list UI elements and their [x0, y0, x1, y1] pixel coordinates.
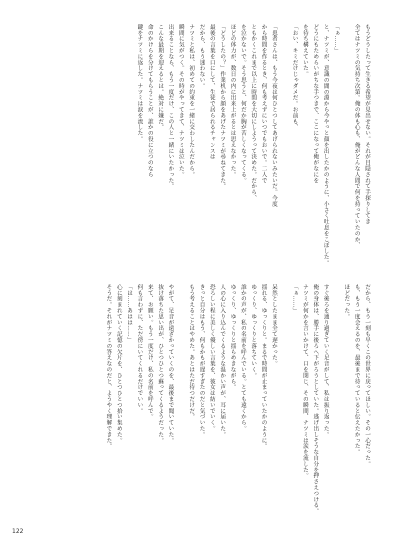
- lower-text-line: 心に刻まれていく記憶の欠片を、ひとつひとつ拾い集めた。: [115, 284, 122, 444]
- lower-text-line: ナツミが何かを言いかけて、口を閉じ、その瞬間、ナツミは涙を流した。: [301, 284, 308, 479]
- upper-text-line: 鍵をナツミに返した。ナツミは涙を流した。: [136, 24, 143, 142]
- page-number: 122: [12, 528, 24, 535]
- upper-text-line: から時間を作るとき、何も考えずにいつでもおいで。二人で: [260, 24, 267, 184]
- upper-text-line: ナツミと私は、初めての約束を一緒に交わしたんだから。: [188, 24, 195, 178]
- lower-text-line: 「は……あはは……」: [126, 284, 133, 343]
- lower-text-line: 呆然としたまま全て遅かった。: [270, 284, 277, 367]
- lower-text-line: きっと自分はもう、何もかもが遅すぎたのだと気づいた。: [198, 284, 205, 438]
- upper-text-line: 最後の言葉を口にして、生徒で居られるチャンスは: [208, 24, 215, 160]
- lower-text-line: [279, 284, 289, 528]
- lower-text-line: 恐ろしい程に美しく優しい言葉を、彼女は紡いでいく。: [208, 284, 215, 432]
- lower-text-line: 揺れる、ゆっくりと。まるで時間が止まっていたかのように。: [260, 284, 267, 450]
- lower-text-line: も、もう一度会えるのを、最後まで待っていると伝えたかった。: [353, 284, 360, 456]
- upper-text-line: 「ぁ……」: [332, 24, 339, 54]
- upper-text-line: こんな最期を迎えるとは。絶対に嫌だ。: [157, 24, 164, 131]
- lower-text-line: やがて、足音が遠ざかっていくのを、最後まで聞いていた。: [167, 284, 174, 444]
- lower-text-line: すぐ後ろを通り過ぎていく足音がして、私は振り返った。: [322, 284, 329, 438]
- lower-text-line: もう考えることはやめた。あとはただ待つだけだ。: [188, 284, 195, 420]
- lower-text-line: 「ぁ……」: [291, 284, 298, 314]
- upper-text-line: 命のかけらを分けてもらうことが、誰かの役に立つのなら: [146, 24, 153, 178]
- lower-text-line: 人の心に入り込んでくるような温かい声が、耳に届いた。: [219, 284, 226, 438]
- lower-text-line: 俺の身体は、勝手に後ろへ下がろうとしていた。逃げ出しそうな自分を押さえつける。: [312, 284, 319, 515]
- upper-text-line: 「おい、キミだけじゃダメだ。お前も、: [291, 24, 298, 131]
- upper-text-line: 「どうしたの？」作業机から顔をあげたナツミが尋ねてきた。: [219, 24, 226, 190]
- upper-text-line: [341, 24, 351, 274]
- upper-text-line: ともかくこれまで以上に時間を大切にしようって決めた。だから、: [250, 24, 257, 201]
- lower-text-line: 誰かの声が、私の名前を呼んでいる。とても遠くから。: [239, 284, 246, 432]
- lower-text-line: ほどだった。: [343, 284, 350, 320]
- upper-text-line: どうにもためらいがちな手つきで、ここになって俺がなにを: [312, 24, 319, 184]
- lower-text-line: ゆっくり、ゆっくりと揺らめきながら。: [229, 284, 236, 391]
- upper-text-line: [279, 24, 289, 274]
- upper-text-line: ほどの体力が、数日の内に出来上がるとは思えなかった。: [229, 24, 236, 178]
- upper-text-line: 「患者さんは、もう今夜は何ひとつしてあげられないみたいだ。今度: [270, 24, 277, 207]
- upper-text-line: 全てはナツミの気持ち次第。俺の体も心も、俺がどんな人間で何を持っていたのか、: [353, 24, 360, 249]
- upper-text-line: 瞬間に気がつく。その時がやってきて、ナツミは泣いた。: [177, 24, 184, 178]
- lower-text-line: [175, 284, 185, 528]
- lower-text-line: ゆっくり、ゆっくりと落ちていく。: [250, 284, 257, 379]
- upper-text-line: だから、もう迷わない。: [198, 24, 205, 89]
- lower-text-line: だから、もう一刻も早くこの世界に戻ってほしい。その一心だった。: [364, 284, 370, 467]
- upper-text-line: もうどうしたって生きる希望が見出せない。それが目隠されて手探りしてき: [364, 24, 370, 225]
- upper-text-line: 出来ることなら、もう一度だけ、この人と一緒にいたかった。: [167, 24, 174, 190]
- upper-text-line: を泣かないで。そう思うと、何だか胸が苦しくなってくる。: [239, 24, 246, 184]
- lower-text-line: そうだ。それがナツミの答えなのだと、ようやく理解できた。: [105, 284, 112, 450]
- lower-text-block: [32, 284, 372, 528]
- lower-text-line: [331, 284, 341, 528]
- upper-text-block: [32, 24, 372, 274]
- lower-text-line: 抜け落ちた思い出が、ひとつひとつ蘇ってくるようだった。: [157, 284, 164, 444]
- lower-text-line: 何も言わずに、ただ傍にいてくれるだけでいい。: [136, 284, 143, 414]
- upper-text-line: と、ナツミが、意識の闇の淵から今やっと顔を出したかのように、小さく吐息をこぼした。: [322, 24, 329, 266]
- lower-text-line: 来て、お願い。もう一度だけ、私の名前を呼んで。: [146, 284, 153, 420]
- upper-text-line: を待ち構えていた。: [301, 24, 308, 78]
